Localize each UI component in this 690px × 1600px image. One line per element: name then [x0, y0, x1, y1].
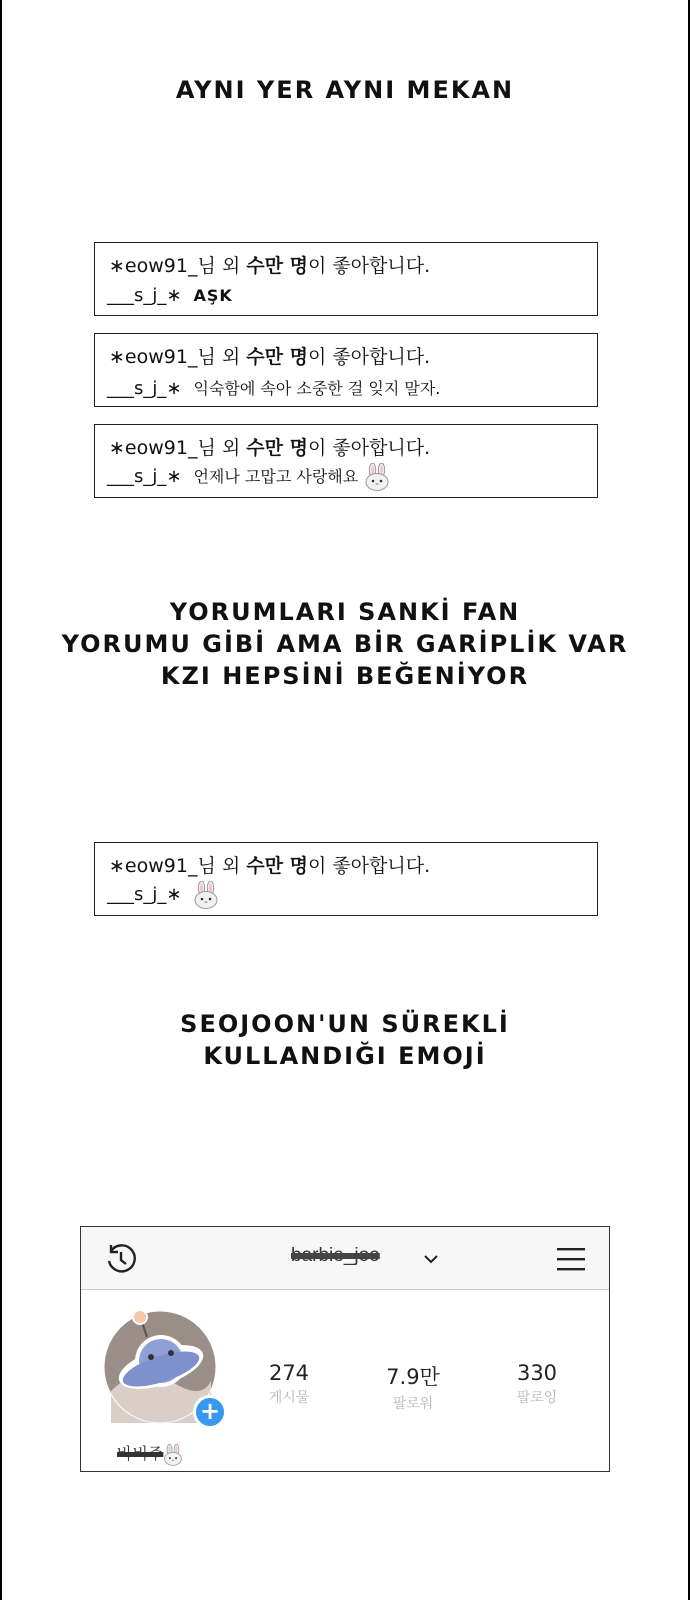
profile-top-bar [81, 1227, 609, 1290]
stat-following-value: 330 [516, 1361, 558, 1385]
menu-icon[interactable] [555, 1245, 587, 1273]
comment-text: AŞK [193, 286, 233, 305]
comment-text: 익숙함에 속아 소중한 걸 잊지 말자. [193, 379, 441, 398]
like-line: ∗eow91_님 외 수만 명이 좋아합니다. [109, 346, 431, 368]
caption-middle-line-3: KZI HEPSİNİ BEĞENİYOR [160, 662, 530, 690]
stat-posts-value: 274 [268, 1361, 310, 1385]
caption-bottom-line-2: KULLANDIĞI EMOJİ [203, 1042, 487, 1070]
comment-box-2 [94, 333, 598, 407]
add-story-icon[interactable]: + [193, 1395, 227, 1429]
caption-middle-line-1: YORUMLARI SANKİ FAN [169, 598, 521, 626]
rabbit-face-icon [364, 463, 390, 491]
comment-user[interactable]: ___s_j_∗ [107, 466, 182, 487]
caption-bottom [0, 1008, 690, 1072]
rabbit-face-icon [193, 881, 219, 909]
comment-user[interactable]: ___s_j_∗ [107, 884, 182, 905]
stat-following[interactable] [487, 1361, 587, 1407]
comment-user[interactable]: ___s_j_∗ [107, 285, 182, 306]
comment-line [107, 376, 440, 399]
comment-box-3 [94, 424, 598, 498]
comment-text: 언제나 고맙고 사랑해요 [193, 467, 359, 486]
profile-display-name: 바비주 [117, 1441, 183, 1466]
like-line: ∗eow91_님 외 수만 명이 좋아합니다. [109, 855, 431, 877]
comment-box-4 [94, 842, 598, 916]
caption-top-text: AYNI YER AYNI MEKAN [175, 76, 515, 104]
stat-posts-label: 게시물 [268, 1390, 310, 1406]
like-line: ∗eow91_님 외 수만 명이 좋아합니다. [109, 255, 431, 277]
rabbit-face-icon [163, 1444, 183, 1466]
stat-following-label: 팔로잉 [516, 1390, 558, 1406]
comment-user[interactable]: ___s_j_∗ [107, 378, 182, 399]
profile-username[interactable]: barbie_joo [291, 1245, 380, 1266]
caption-bottom-line-1: SEOJOON'UN SÜREKLİ [180, 1010, 510, 1038]
stat-followers[interactable] [363, 1361, 463, 1413]
profile-card [80, 1226, 610, 1472]
comment-line [107, 881, 219, 909]
stat-followers-value: 7.9만 [386, 1365, 440, 1389]
history-icon[interactable] [103, 1241, 139, 1277]
stat-posts[interactable] [239, 1361, 339, 1407]
caption-middle [0, 596, 690, 692]
stat-followers-label: 팔로워 [392, 1396, 434, 1412]
like-line: ∗eow91_님 외 수만 명이 좋아합니다. [109, 437, 431, 459]
caption-top [0, 74, 690, 106]
comment-line [107, 285, 233, 306]
chevron-down-icon[interactable] [422, 1250, 440, 1268]
panel-border-left [0, 0, 2, 1600]
comment-line [107, 463, 390, 491]
caption-middle-line-2: YORUMU GİBİ AMA BİR GARİPLİK VAR [61, 630, 629, 658]
comment-box-1 [94, 242, 598, 316]
